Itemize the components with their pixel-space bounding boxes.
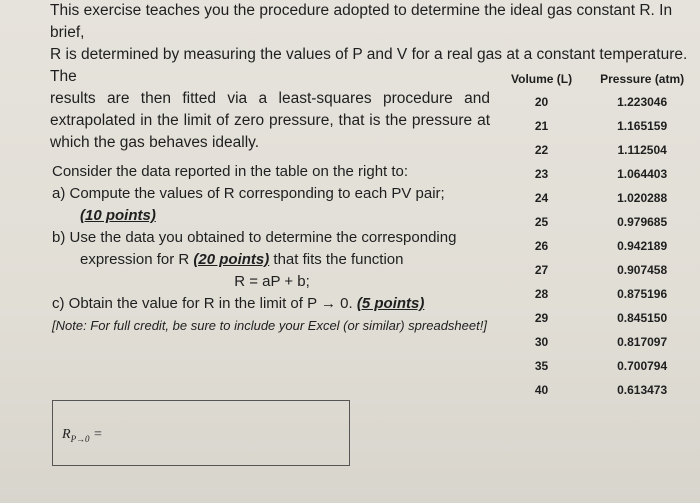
pressure-cell: 1.064403 — [617, 167, 668, 181]
pressure-cell: 1.020288 — [617, 191, 668, 205]
pressure-cell: 0.700794 — [617, 359, 668, 373]
intro-line-1: This exercise teaches you the procedure adopted to determine the ideal gas constant R. In brief, — [50, 2, 673, 41]
answer-box[interactable] — [52, 400, 350, 466]
table-header-row — [497, 68, 698, 90]
table-row — [497, 90, 698, 114]
table-row — [497, 258, 698, 282]
table-row — [497, 210, 698, 234]
volume-cell: 22 — [534, 143, 549, 157]
table-row — [497, 282, 698, 306]
volume-cell: 20 — [534, 95, 549, 109]
volume-cell: 21 — [534, 119, 549, 133]
question-b-text-2: expression for R — [80, 251, 190, 268]
pressure-cell: 0.907458 — [617, 263, 668, 277]
question-c — [52, 293, 492, 315]
volume-cell: 27 — [534, 263, 549, 277]
questions-lead: Consider the data reported in the table on the right to: — [52, 163, 409, 180]
table-row — [497, 306, 698, 330]
table-row — [497, 138, 698, 162]
volume-pressure-table — [497, 68, 698, 402]
pressure-cell: 1.223046 — [617, 95, 668, 109]
pressure-cell: 0.979685 — [617, 215, 668, 229]
question-b-line-2 — [52, 249, 492, 271]
volume-cell: 26 — [534, 239, 549, 253]
volume-cell: 25 — [534, 215, 549, 229]
question-c-points: (5 points) — [356, 295, 425, 312]
question-a-points-line — [52, 205, 492, 227]
question-a-points: (10 points) — [80, 207, 156, 224]
volume-header: Volume (L) — [511, 72, 573, 86]
volume-cell: 40 — [534, 383, 549, 397]
question-a — [52, 183, 492, 205]
question-b-points: (20 points) — [193, 251, 270, 268]
volume-cell: 28 — [534, 287, 549, 301]
answer-label-sub: P→0 — [70, 433, 90, 444]
answer-label — [62, 427, 103, 444]
table-row — [497, 186, 698, 210]
volume-cell: 24 — [534, 191, 549, 205]
question-b-text: b) Use the data you obtained to determine the corresponding — [52, 229, 457, 246]
pressure-cell: 1.165159 — [617, 119, 668, 133]
answer-label-eq: = — [89, 427, 103, 442]
table-row — [497, 330, 698, 354]
volume-cell: 23 — [534, 167, 549, 181]
pressure-cell: 0.613473 — [617, 383, 668, 397]
pressure-cell: 0.875196 — [617, 287, 668, 301]
table-row — [497, 234, 698, 258]
table-row — [497, 354, 698, 378]
pressure-cell: 0.942189 — [617, 239, 668, 253]
answer-label-main: R — [62, 427, 71, 442]
excel-note: [Note: For full credit, be sure to include your Excel (or similar) spreadsheet!] — [52, 318, 487, 333]
question-c-text: c) Obtain the value for R in the limit of P → 0. — [52, 295, 353, 312]
question-a-text: a) Compute the values of R corresponding to each PV pair; — [52, 185, 445, 202]
pressure-cell: 0.817097 — [617, 335, 668, 349]
question-b-text-3: that fits the function — [273, 251, 404, 268]
pressure-header: Pressure (atm) — [600, 72, 685, 86]
table-row — [497, 114, 698, 138]
fit-equation: R = aP + b; — [234, 273, 310, 290]
volume-cell: 30 — [534, 335, 549, 349]
volume-cell: 35 — [534, 359, 549, 373]
question-b — [52, 227, 492, 249]
volume-cell: 29 — [534, 311, 549, 325]
equation-line — [52, 271, 492, 293]
pressure-cell: 0.845150 — [617, 311, 668, 325]
table-row — [497, 162, 698, 186]
intro-line-rest: results are then fitted via a least-squares procedure and extrapolated in the limit of zero pressure, that is the pressure at which the gas behaves ideally. — [50, 90, 490, 151]
questions-section — [52, 161, 492, 334]
table-row — [497, 378, 698, 402]
pressure-cell: 1.112504 — [617, 143, 667, 157]
intro-line-2: R is determined by measuring the values of P and V for a real gas at a constant temperature. The — [50, 46, 688, 85]
